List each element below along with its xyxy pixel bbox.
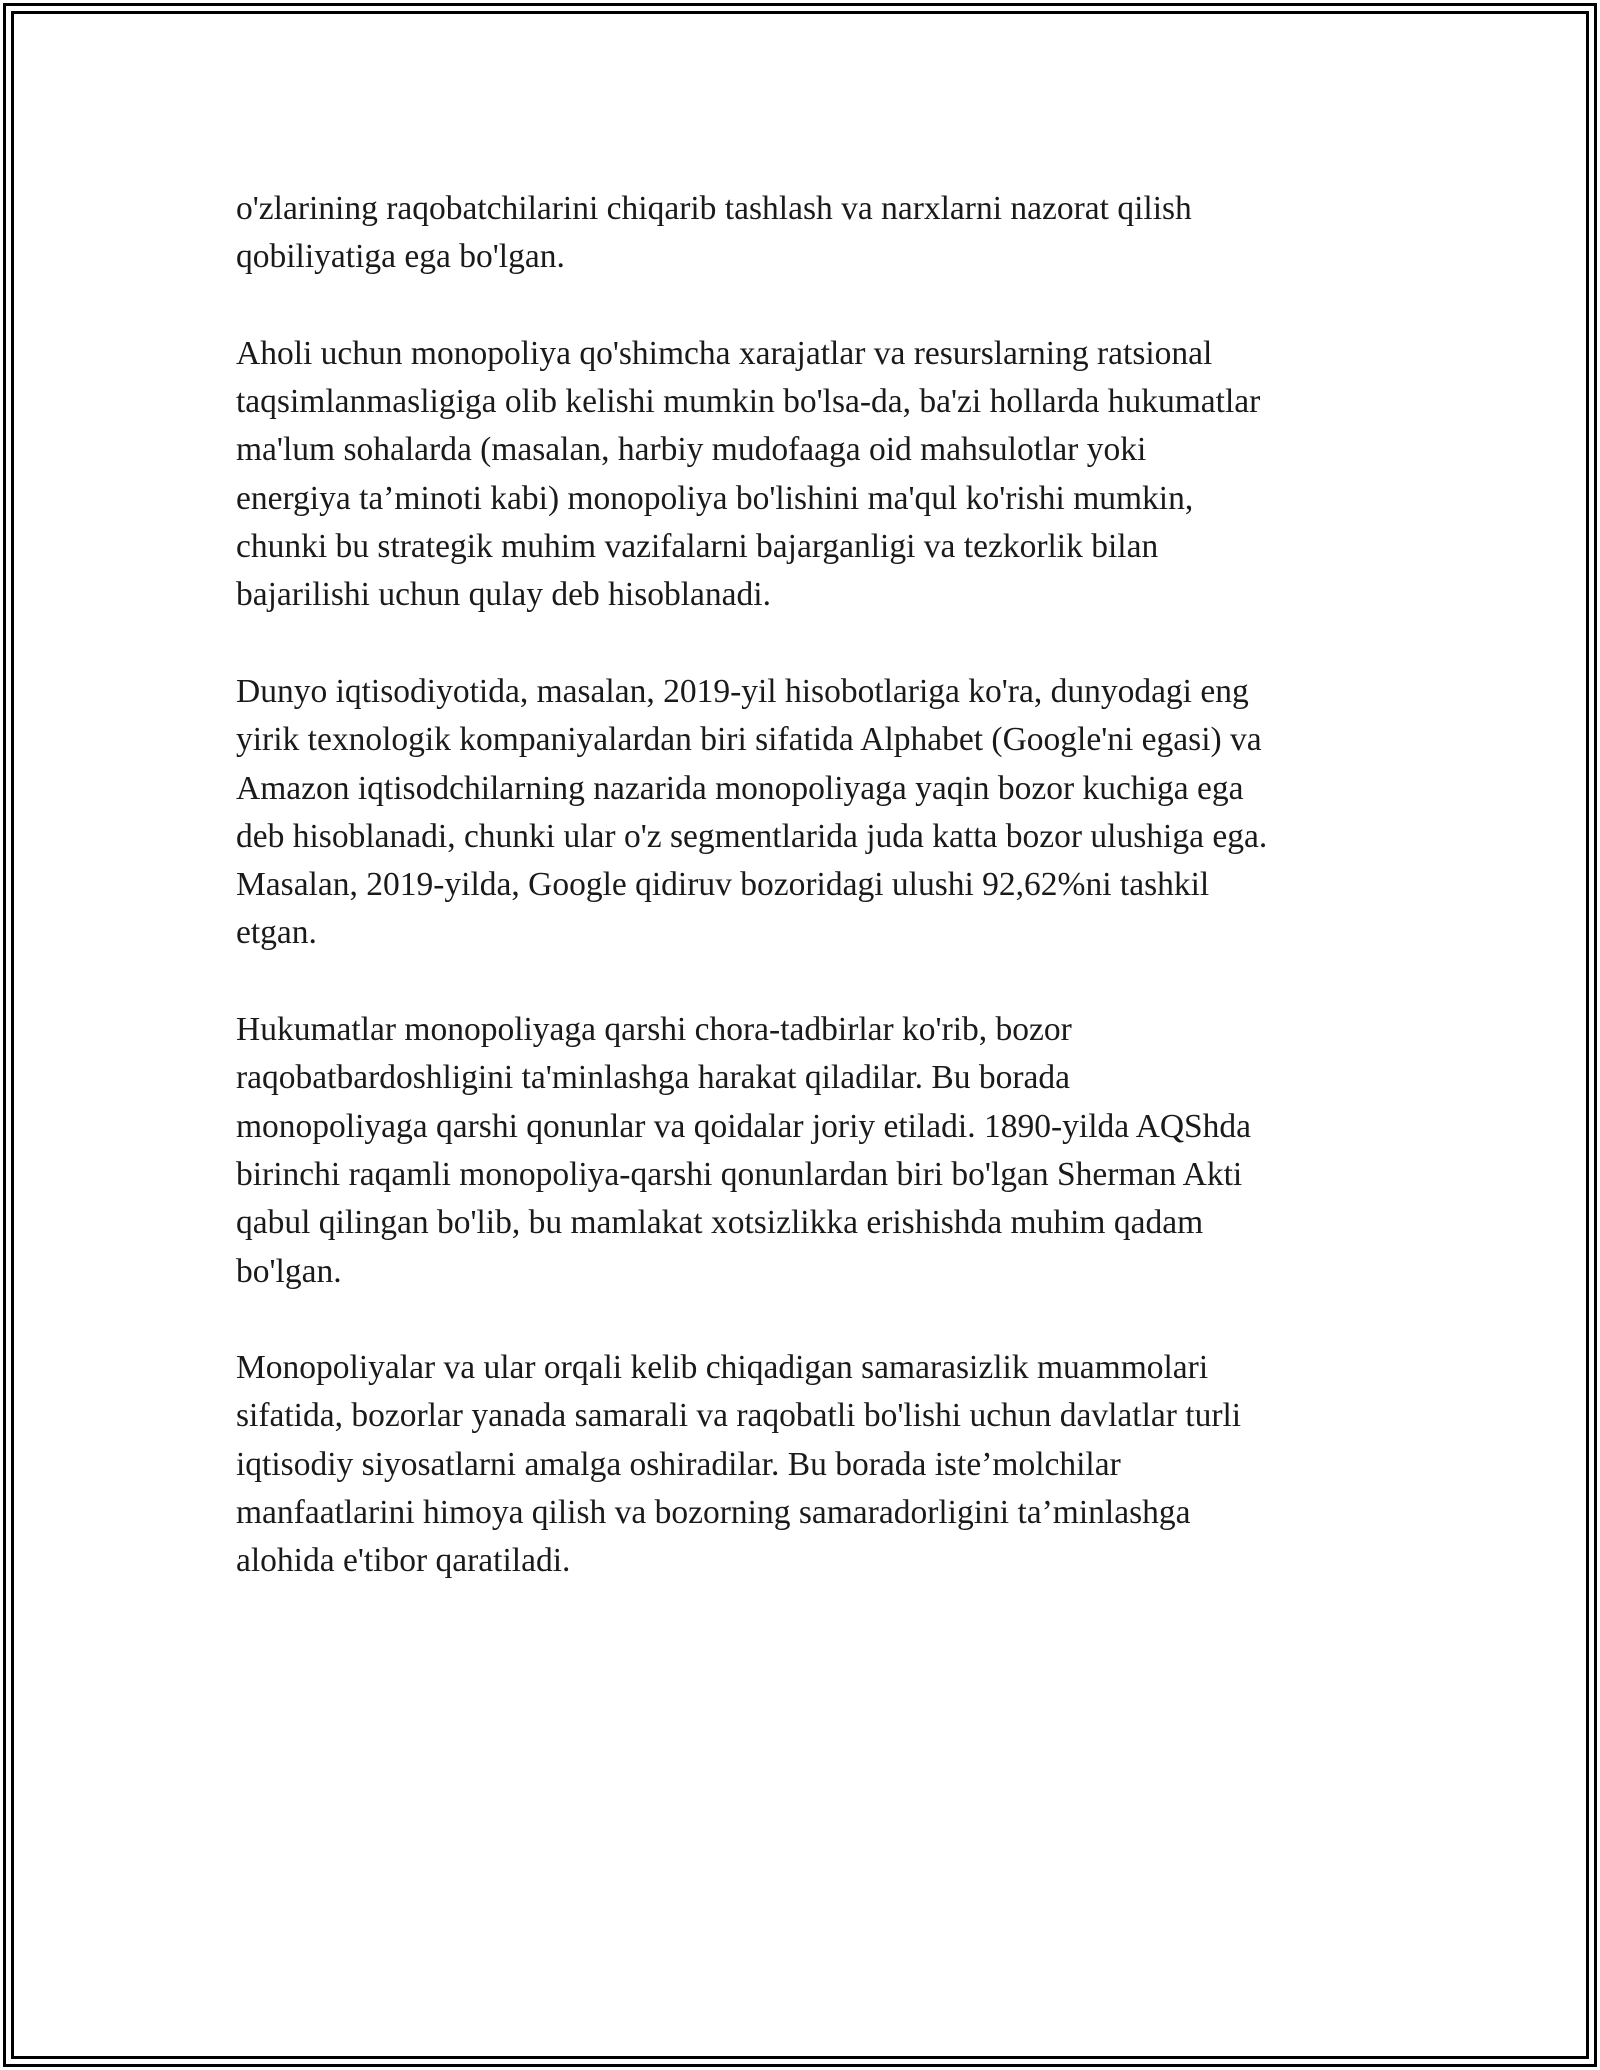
text-line: ma'lum sohalarda (masalan, harbiy mudofaaga oid mahsulotlar yoki [236, 431, 1147, 469]
text-line: birinchi raqamli monopoliya-qarshi qonunlardan biri bo'lgan Sherman Akti [236, 1155, 1243, 1193]
text-line: raqobatbardoshligini ta'minlashga harakat qiladilar. Bu borada [236, 1059, 1070, 1097]
text-line: Amazon iqtisodchilarning nazarida monopoliyaga yaqin bozor kuchiga ega [236, 769, 1244, 807]
text-line: yirik texnologik kompaniyalardan biri sifatida Alphabet (Google'ni egasi) va [236, 721, 1262, 759]
text-line: sifatida, bozorlar yanada samarali va raqobatli bo'lishi uchun davlatlar turli [236, 1397, 1242, 1435]
text-line: Hukumatlar monopoliyaga qarshi chora-tadbirlar ko'rib, bozor [236, 1011, 1072, 1049]
paragraph [236, 185, 1376, 282]
text-line: manfaatlarini himoya qilish va bozorning samaradorligini ta’minlashga [236, 1494, 1191, 1532]
text-line: deb hisoblanadi, chunki ular o'z segmentlarida juda katta bozor ulushiga ega. [236, 817, 1268, 855]
text-line: taqsimlanmasligiga olib kelishi mumkin bo'lsa-da, ba'zi hollarda hukumatlar [236, 383, 1261, 421]
text-line: Monopoliyalar va ular orqali kelib chiqadigan samarasizlik muammolari [236, 1349, 1209, 1387]
document-body [236, 185, 1376, 1634]
paragraph [236, 668, 1376, 958]
paragraph [236, 1344, 1376, 1585]
text-line: chunki bu strategik muhim vazifalarni bajarganligi va tezkorlik bilan [236, 528, 1159, 566]
text-line: etgan. [236, 914, 317, 952]
text-line: alohida e'tibor qaratiladi. [236, 1542, 571, 1580]
text-line: Masalan, 2019-yilda, Google qidiruv bozoridagi ulushi 92,62%ni tashkil [236, 866, 1210, 904]
text-line: o'zlarining raqobatchilarini chiqarib tashlash va narxlarni nazorat qilish [236, 190, 1192, 227]
text-line: iqtisodiy siyosatlarni amalga oshiradilar. Bu borada iste’molchilar [236, 1445, 1121, 1483]
text-line: monopoliyaga qarshi qonunlar va qoidalar joriy etiladi. 1890-yilda AQShda [236, 1107, 1252, 1145]
paragraph [236, 330, 1376, 620]
text-line: bo'lgan. [236, 1252, 342, 1290]
text-line: energiya ta’minoti kabi) monopoliya bo'lishini ma'qul ko'rishi mumkin, [236, 479, 1194, 517]
text-line: qabul qilingan bo'lib, bu mamlakat xotsizlikka erishishda muhim qadam [236, 1204, 1204, 1242]
paragraph [236, 1006, 1376, 1296]
text-line: Dunyo iqtisodiyotida, masalan, 2019-yil hisobotlariga ko'ra, dunyodagi eng [236, 672, 1249, 710]
text-line: Aholi uchun monopoliya qo'shimcha xarajatlar va resurslarning ratsional [236, 334, 1213, 372]
text-line: qobiliyatiga ega bo'lgan. [236, 238, 565, 276]
text-line: bajarilishi uchun qulay deb hisoblanadi. [236, 576, 771, 614]
